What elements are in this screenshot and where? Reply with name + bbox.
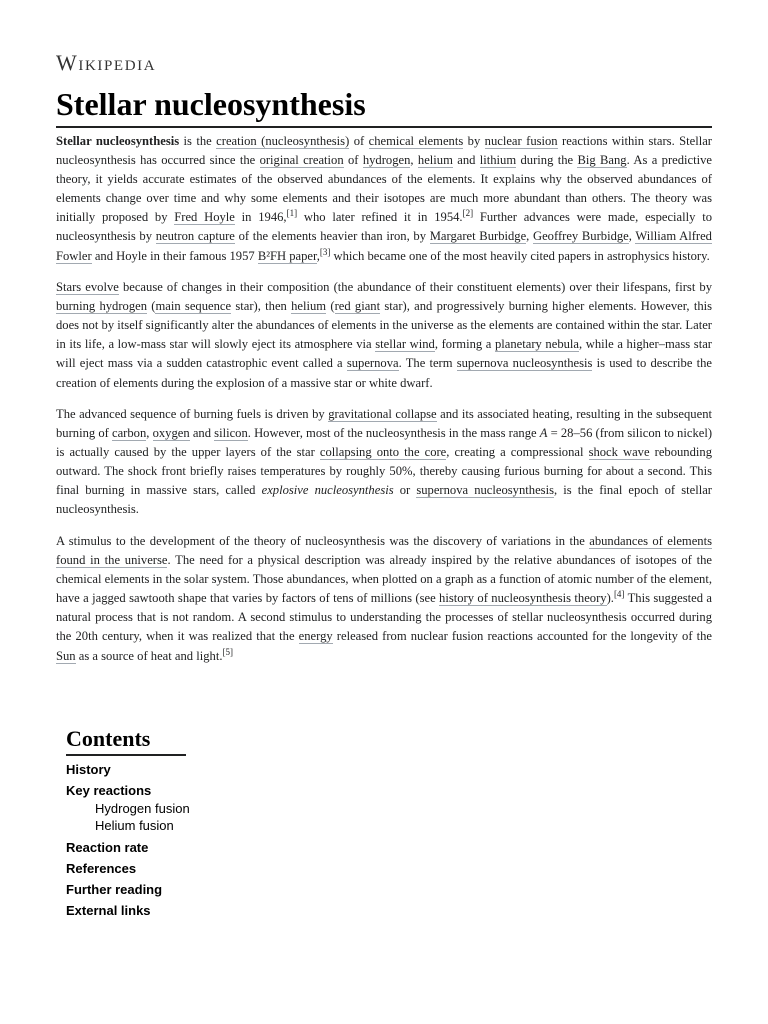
citation-ref[interactable]: [5] [222, 646, 233, 657]
article-link[interactable]: Fred Hoyle [174, 210, 235, 225]
paragraph-3 [56, 405, 712, 520]
text-run: or [393, 483, 417, 498]
article-link[interactable]: abundances of elements found in the universe [56, 533, 712, 568]
table-of-contents [66, 726, 366, 924]
article-link[interactable]: chemical elements [368, 134, 464, 148]
article-link[interactable]: Sun [56, 648, 76, 663]
text-run: by [463, 134, 485, 148]
toc-item[interactable] [66, 762, 366, 777]
citation-ref[interactable]: [3] [319, 246, 331, 257]
bold-term: Stellar nucleosynthesis [56, 134, 180, 148]
article-link[interactable]: energy [298, 629, 333, 644]
page-title: Stellar nucleosynthesis [56, 84, 712, 128]
article-link[interactable]: helium [291, 299, 327, 314]
text-run: Further advances were made, especially to nucleosynthesis by [56, 210, 712, 244]
article-link[interactable]: Stars evolve [56, 280, 119, 295]
text-run: This suggested a natural process that is not random. A second stimulus to understanding the processes of stellar nucleosynthesis occurred during the 20th century, when it was realized that the [56, 591, 712, 644]
italic-text: explosive nucleosynthesis [261, 483, 394, 498]
text-run: , [526, 229, 533, 244]
toc-item[interactable] [66, 861, 366, 876]
text-run: rebounding outward. The shock front briefly raises temperatures by roughly 50%, thereby causing furious burning for about a second. This final burning in massive stars, called [56, 445, 712, 498]
article-link[interactable]: supernova [346, 356, 399, 371]
text-run: and [189, 426, 215, 441]
toc-item-label[interactable]: Further reading [66, 882, 163, 897]
text-run: which became one of the most heavily cited papers in astrophysics history. [330, 248, 710, 263]
text-run: of [349, 134, 369, 148]
text-run: of the elements heavier than iron, by [234, 229, 430, 244]
article-link[interactable]: original creation [259, 153, 344, 168]
article-link[interactable]: neutron capture [155, 229, 235, 244]
toc-item[interactable] [66, 882, 366, 897]
citation-ref[interactable]: [2] [462, 208, 474, 219]
text-run: A stimulus to the development of the theory of nucleosynthesis was the discovery of variations in the [56, 533, 590, 548]
text-run: reactions within stars. Stellar nucleosynthesis has occurred since the [56, 134, 713, 168]
article-link[interactable]: supernova nucleosynthesis [416, 483, 554, 498]
text-run: ( [326, 299, 335, 314]
text-run: , [410, 153, 418, 168]
toc-item[interactable] [66, 840, 366, 855]
article-body [56, 132, 712, 678]
text-run: , creating a compressional [446, 445, 589, 460]
text-run: and Hoyle in their famous 1957 [91, 248, 258, 263]
article-link[interactable]: history of nucleosynthesis theory [439, 591, 607, 606]
text-run: . However, most of the nucleosynthesis in the mass range [247, 426, 540, 441]
text-run: . The term [398, 356, 457, 371]
text-run: , forming a [434, 337, 495, 352]
citation-ref[interactable]: [4] [613, 589, 625, 600]
text-run: . The need for a physical description was already inspired by the relative abundances of isotopes of the chemical elements in the solar system. Those abundances, when plotted on a graph as a function of atomic number of the element, have a jagged sawtooth shape that varies by factors of tens of millions (see [56, 553, 713, 606]
text-run: , [146, 426, 153, 441]
article-link[interactable]: creation (nucleosynthesis) [216, 134, 350, 148]
toc-item-label[interactable]: Key reactions [66, 783, 152, 798]
toc-item-label[interactable]: References [66, 861, 137, 876]
article-link[interactable]: nuclear fusion [484, 134, 558, 148]
text-run: is the [179, 134, 217, 148]
wikipedia-wordmark[interactable]: Wikipedia [56, 50, 157, 75]
paragraph-1 [56, 132, 712, 266]
toc-item-label[interactable]: History [66, 762, 111, 777]
toc-subitem[interactable]: Hydrogen fusion [95, 801, 190, 816]
toc-sublist [95, 800, 366, 834]
text-run: star), and progressively burning higher elements. However, this does not by itself significantly alter the abundances of elements in the universe as the elements are contained within the star. Later in its life, a low-mass star will slowly eject its atmosphere via [56, 299, 713, 352]
article-link[interactable]: lithium [479, 153, 517, 168]
article-link[interactable]: B²FH paper [257, 248, 317, 263]
article-link[interactable]: collapsing onto the core [319, 445, 447, 460]
text-run: , [628, 229, 636, 244]
text-run: . As a predictive theory, it yields accurate estimates of the observed abundances of the elements. It explains why the observed abundances of elements change over time and why some elements and their isotopes are much more abundant than others. The theory was initially proposed by [56, 153, 712, 225]
text-run: ). [606, 591, 614, 606]
article-link[interactable]: hydrogen [362, 153, 411, 168]
article-link[interactable]: gravitational collapse [328, 407, 437, 421]
article-link[interactable]: silicon [214, 426, 248, 441]
article-link[interactable]: William Alfred Fowler [56, 229, 712, 263]
toc-title: Contents [66, 726, 186, 756]
text-run: and [452, 153, 480, 168]
article-link[interactable]: oxygen [152, 426, 190, 441]
text-run: because of changes in their composition (the abundance of their constituent elements) over their lifespans, first by [118, 280, 713, 295]
citation-ref[interactable]: [1] [286, 208, 298, 219]
text-run: , while a higher–mass star will eject mass via a sudden catastrophic event called a [56, 337, 712, 371]
text-run: in 1946, [234, 210, 287, 225]
article-link[interactable]: stellar wind [375, 337, 435, 352]
text-run: , [316, 248, 320, 263]
paragraph-4 [56, 532, 712, 666]
article-link[interactable]: burning hydrogen [56, 299, 148, 314]
article-link[interactable]: carbon [112, 426, 147, 441]
article-link[interactable]: Geoffrey Burbidge [533, 229, 629, 244]
text-run: star), then [231, 299, 292, 314]
text-run: is used to describe the creation of elements during the explosion of a massive star or white dwarf. [56, 356, 712, 390]
article-link[interactable]: main sequence [155, 299, 232, 314]
text-run: The advanced sequence of burning fuels is driven by [56, 407, 329, 421]
toc-item[interactable] [66, 903, 366, 918]
toc-item[interactable] [66, 783, 366, 834]
toc-subitem[interactable]: Helium fusion [95, 818, 174, 833]
toc-item-label[interactable]: External links [66, 903, 151, 918]
article-link[interactable]: planetary nebula [494, 337, 579, 352]
text-run: ( [147, 299, 156, 314]
text-run: who later refined it in 1954. [297, 210, 463, 225]
toc-item-label[interactable]: Reaction rate [66, 840, 149, 855]
toc-list [66, 762, 366, 918]
text-run: as a source of heat and light. [75, 648, 223, 663]
text-run: , is the final epoch of stellar nucleosynthesis. [56, 483, 712, 517]
paragraph-2 [56, 278, 712, 393]
article-link[interactable]: supernova nucleosynthesis [456, 356, 593, 371]
text-run: of [343, 153, 363, 168]
text-run: = 28–56 (from silicon to nickel) is actually caused by the upper layers of the star [56, 426, 713, 460]
italic-text: A [539, 426, 548, 441]
text-run: released from nuclear fusion reactions accounted for the longevity of the [332, 629, 713, 644]
text-run: and its associated heating, resulting in the subsequent burning of [56, 407, 712, 441]
article-link[interactable]: Margaret Burbidge [429, 229, 527, 244]
article-link[interactable]: shock wave [588, 445, 650, 460]
article-link[interactable]: helium [417, 153, 453, 168]
text-run: during the [516, 153, 578, 168]
article-link[interactable]: red giant [334, 299, 381, 314]
article-link[interactable]: Big Bang [577, 153, 627, 168]
